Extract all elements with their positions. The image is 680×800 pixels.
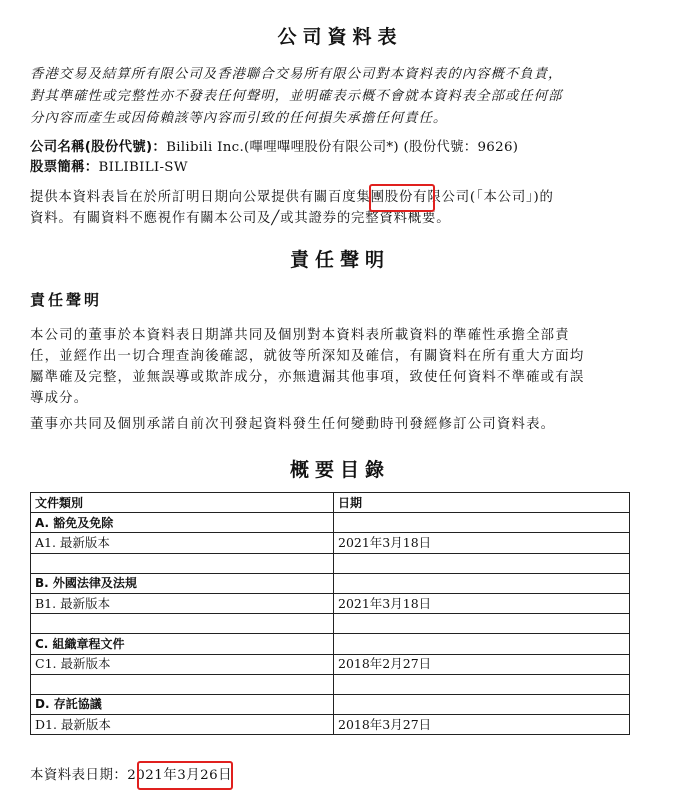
highlighted-company-name: 百度集團	[328, 190, 385, 205]
column-header-document-type: 文件類別	[31, 493, 334, 513]
disclaimer-line-1: 香港交易及結算所有限公司及香港聯合交易所有限公司對本資料表的內容概不負責，	[30, 67, 563, 82]
company-name-row	[30, 137, 518, 158]
intro-line-1	[30, 187, 554, 208]
summary-title: 概要目錄	[289, 459, 390, 481]
empty-cell	[31, 553, 334, 573]
responsibility-para-line-2: 任，並經作出一切合理查詢後確認，就彼等所深知及確信，有關資料在所有重大方面均	[30, 349, 585, 364]
category-cell: D. 存託協議	[31, 694, 334, 714]
responsibility-para-2: 董事亦共同及個別承諾自前次刊發起資料發生任何變動時刊發經修訂公司資料表。	[30, 417, 556, 432]
item-cell: B1. 最新版本	[31, 593, 334, 613]
column-header-date: 日期	[334, 493, 630, 513]
category-cell: C. 組織章程文件	[31, 634, 334, 654]
empty-cell	[334, 614, 630, 634]
disclaimer-line-2: 對其準確性或完整性亦不發表任何聲明，並明確表示概不會就本資料表全部或任何部	[30, 89, 563, 104]
empty-cell	[334, 634, 630, 654]
sheet-date-value: 2021年3月26日	[127, 768, 233, 783]
category-cell: A. 豁免及免除	[31, 513, 334, 533]
table-header-row	[31, 493, 630, 513]
disclaimer-line-3: 分內容而產生或因倚賴該等內容而引致的任何損失承擔任何責任。	[30, 111, 448, 126]
empty-cell	[334, 674, 630, 694]
table-row	[31, 593, 630, 613]
sheet-date-label: 本資料表日期：	[30, 768, 128, 783]
item-cell: D1. 最新版本	[31, 715, 334, 735]
company-name-label: 公司名稱(股份代號)：	[30, 140, 167, 155]
company-name-value: Bilibili Inc.(嗶哩嗶哩股份有限公司*) (股份代號：9626)	[166, 140, 519, 155]
table-row	[31, 715, 630, 735]
stock-short-name-row	[30, 157, 188, 178]
intro-text-pre: 提供本資料表旨在於所訂明日期向公眾提供有關	[30, 190, 329, 205]
date-cell: 2021年3月18日	[334, 593, 630, 613]
page-title: 公司資料表	[277, 26, 403, 48]
item-cell: C1. 最新版本	[31, 654, 334, 674]
date-cell: 2021年3月18日	[334, 533, 630, 553]
responsibility-title: 責任聲明	[289, 249, 390, 271]
table-row	[31, 634, 630, 654]
intro-text-post: 股份有限公司(「本公司」)的	[384, 190, 554, 205]
date-cell: 2018年3月27日	[334, 715, 630, 735]
red-highlight-box-company	[369, 184, 435, 212]
empty-cell	[334, 694, 630, 714]
table-row	[31, 573, 630, 593]
table-row	[31, 533, 630, 553]
responsibility-para-line-4: 導成分。	[30, 391, 89, 406]
summary-table	[30, 492, 630, 735]
table-row	[31, 553, 630, 573]
table-row	[31, 694, 630, 714]
table-row	[31, 674, 630, 694]
red-highlight-box-date	[137, 761, 233, 790]
empty-cell	[31, 674, 334, 694]
empty-cell	[334, 573, 630, 593]
empty-cell	[334, 513, 630, 533]
category-cell: B. 外國法律及法規	[31, 573, 334, 593]
stock-short-name-value: BILIBILI-SW	[98, 160, 188, 175]
responsibility-subtitle: 責任聲明	[30, 291, 103, 309]
responsibility-para-line-1: 本公司的董事於本資料表日期諽共同及個別對本資料表所載資料的準確性承擔全部責	[30, 328, 570, 343]
table-row	[31, 614, 630, 634]
empty-cell	[334, 553, 630, 573]
responsibility-para-line-3: 屬準確及完整，並無誤導或欺詐成分，亦無遺漏其他事項，致使任何資料不準確或有誤	[30, 370, 585, 385]
item-cell: A1. 最新版本	[31, 533, 334, 553]
intro-line-2: 資料。有關資料不應視作有關本公司及╱或其證券的完整資料概要。	[30, 211, 451, 226]
empty-cell	[31, 614, 334, 634]
table-row	[31, 513, 630, 533]
date-cell: 2018年2月27日	[334, 654, 630, 674]
table-row	[31, 654, 630, 674]
stock-short-name-label: 股票簡稱：	[30, 160, 99, 175]
